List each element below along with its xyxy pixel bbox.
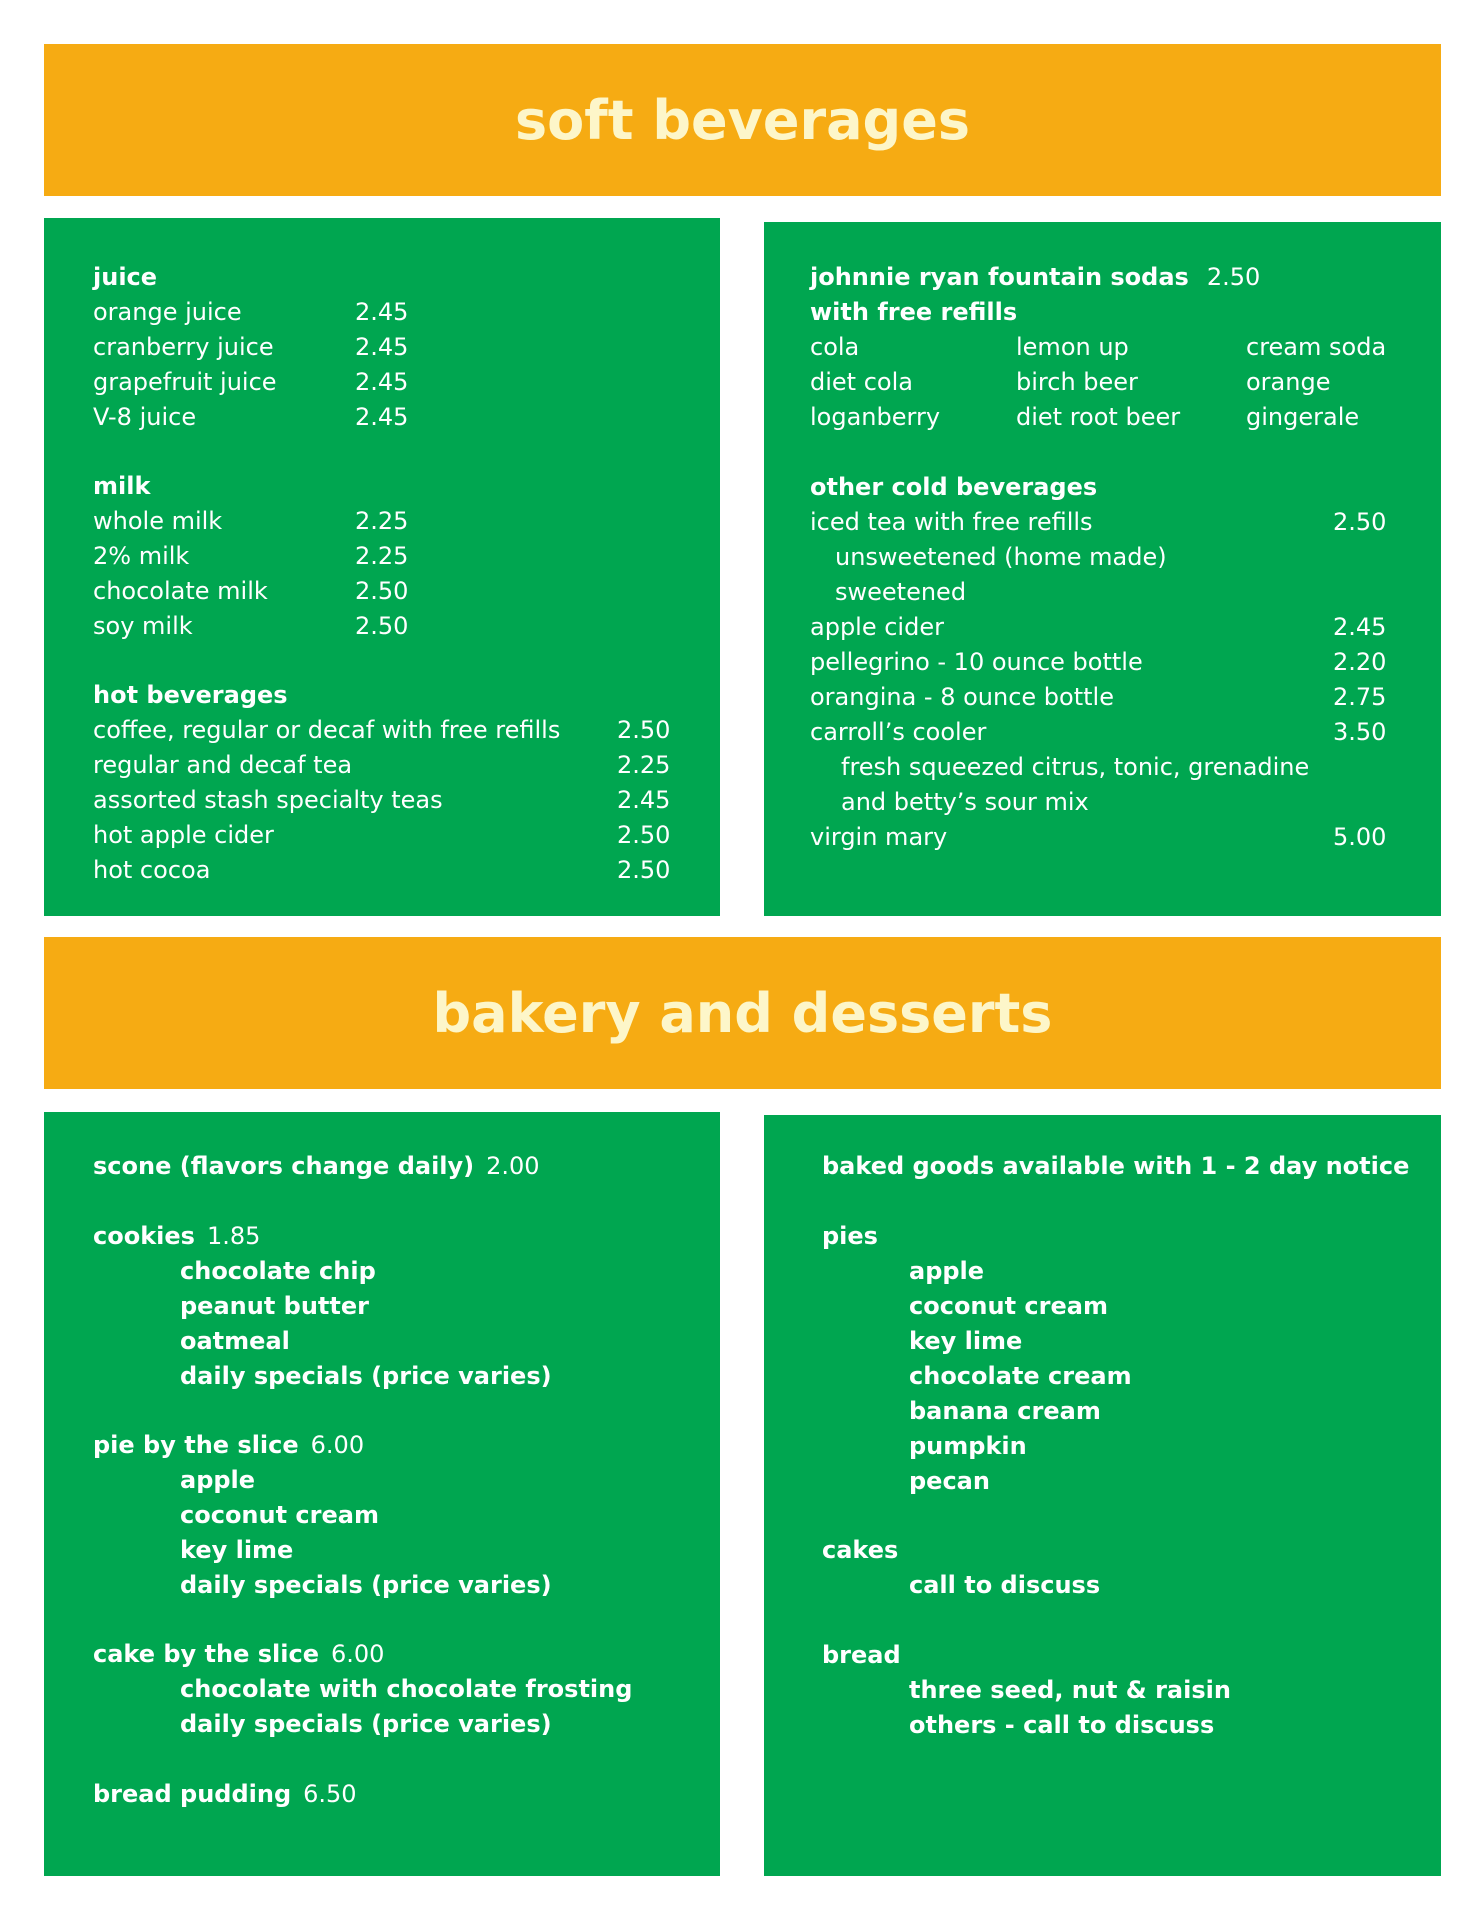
bakery-banner bbox=[44, 937, 1441, 1089]
pie-variety: banana cream bbox=[909, 1397, 1101, 1425]
soda-flavor: birch beer bbox=[1016, 368, 1138, 396]
item-price: 2.25 bbox=[617, 751, 671, 779]
bread-variety: others - call to discuss bbox=[909, 1711, 1215, 1739]
item-price: 2.45 bbox=[355, 368, 409, 396]
pie-variety: coconut cream bbox=[909, 1292, 1108, 1320]
pies-heading: pies bbox=[822, 1222, 878, 1250]
cookie-variety: oatmeal bbox=[180, 1327, 290, 1355]
item-name: cake by the slice bbox=[93, 1640, 319, 1668]
notice: baked goods available with 1 - 2 day notice bbox=[822, 1152, 1410, 1180]
item-name: iced tea with free refills bbox=[810, 508, 1093, 536]
sodas-subheading: with free refills bbox=[810, 298, 1018, 326]
soda-flavor-row bbox=[810, 400, 1360, 434]
item-price: 6.00 bbox=[330, 1640, 385, 1668]
cookie-variety: chocolate chip bbox=[180, 1257, 376, 1285]
milk-heading: milk bbox=[93, 472, 151, 500]
menu-item bbox=[810, 645, 1387, 679]
soda-flavor: diet root beer bbox=[1016, 403, 1181, 431]
bakery-right-panel bbox=[764, 1115, 1441, 1876]
soda-flavor: gingerale bbox=[1246, 403, 1360, 431]
item-name: pie by the slice bbox=[93, 1431, 299, 1459]
item-name: whole milk bbox=[93, 507, 223, 535]
pie-slice-variety: coconut cream bbox=[180, 1501, 379, 1529]
item-name: assorted stash specialty teas bbox=[93, 786, 443, 814]
bakery-right-content bbox=[822, 1149, 1432, 1859]
soda-flavor: orange bbox=[1246, 368, 1331, 396]
pie-slice-variety: daily specials (price varies) bbox=[180, 1571, 552, 1599]
menu-item bbox=[93, 818, 671, 852]
scone-line bbox=[93, 1149, 540, 1183]
menu-item bbox=[810, 610, 1387, 644]
soda-flavor: lemon up bbox=[1016, 333, 1129, 361]
cookies-line bbox=[93, 1219, 260, 1253]
soft-beverages-title: soft beverages bbox=[515, 88, 970, 152]
bakery-left-content bbox=[93, 1149, 713, 1859]
menu-item bbox=[810, 820, 1387, 854]
sodas-heading-line bbox=[810, 260, 1260, 294]
cakes-heading: cakes bbox=[822, 1536, 899, 1564]
menu-item bbox=[93, 504, 409, 538]
item-price: 1.85 bbox=[206, 1222, 261, 1250]
cakes-note: call to discuss bbox=[909, 1571, 1101, 1599]
sodas-heading: johnnie ryan fountain sodas bbox=[810, 263, 1189, 291]
pie-variety: chocolate cream bbox=[909, 1362, 1132, 1390]
item-price: 2.45 bbox=[617, 786, 671, 814]
menu-item bbox=[93, 853, 671, 887]
item-name: coffee, regular or decaf with free refills bbox=[93, 716, 561, 744]
item-price: 2.45 bbox=[1333, 613, 1387, 641]
item-name: cranberry juice bbox=[93, 333, 274, 361]
item-name: carroll’s cooler bbox=[810, 718, 987, 746]
soda-flavor-row bbox=[810, 330, 1387, 364]
cake-slice-line bbox=[93, 1637, 384, 1671]
item-name: soy milk bbox=[93, 612, 193, 640]
bread-variety: three seed, nut & raisin bbox=[909, 1676, 1231, 1704]
item-name: scone (flavors change daily) bbox=[93, 1152, 475, 1180]
cake-slice-variety: chocolate with chocolate frosting bbox=[180, 1675, 633, 1703]
item-price: 6.00 bbox=[310, 1431, 365, 1459]
soda-flavor: diet cola bbox=[810, 368, 913, 396]
menu-item bbox=[810, 715, 1387, 749]
bread-pudding-line bbox=[93, 1777, 357, 1811]
cookie-variety: daily specials (price varies) bbox=[180, 1362, 552, 1390]
menu-item bbox=[93, 539, 409, 573]
item-price: 3.50 bbox=[1333, 718, 1387, 746]
item-name: chocolate milk bbox=[93, 577, 268, 605]
item-price: 2.45 bbox=[355, 333, 409, 361]
cooler-description: and betty’s sour mix bbox=[841, 788, 1089, 816]
soft-beverages-banner bbox=[44, 44, 1441, 196]
item-name: cookies bbox=[93, 1222, 195, 1250]
sodas-price: 2.50 bbox=[1206, 263, 1261, 291]
item-name: regular and decaf tea bbox=[93, 751, 353, 779]
menu-item bbox=[93, 748, 671, 782]
bread-heading: bread bbox=[822, 1641, 901, 1669]
iced-tea-option: unsweetened (home made) bbox=[835, 543, 1167, 571]
menu-item bbox=[810, 680, 1387, 714]
item-price: 2.50 bbox=[355, 577, 409, 605]
beverages-right-panel bbox=[764, 222, 1441, 916]
menu-item bbox=[810, 505, 1387, 539]
menu-item bbox=[93, 400, 409, 434]
juice-heading: juice bbox=[93, 263, 158, 291]
hot-beverages-heading: hot beverages bbox=[93, 681, 288, 709]
item-price: 2.50 bbox=[355, 612, 409, 640]
item-price: 6.50 bbox=[303, 1780, 357, 1808]
item-price: 2.50 bbox=[617, 716, 671, 744]
item-price: 2.45 bbox=[355, 403, 409, 431]
item-name: hot cocoa bbox=[93, 856, 211, 884]
menu-item bbox=[93, 609, 409, 643]
item-name: V-8 juice bbox=[93, 403, 197, 431]
item-name: bread pudding bbox=[93, 1780, 292, 1808]
beverages-right-content bbox=[810, 260, 1430, 900]
beverages-left-panel bbox=[44, 218, 720, 916]
bakery-left-panel bbox=[44, 1112, 720, 1876]
beverages-left-content bbox=[93, 260, 713, 900]
cake-slice-variety: daily specials (price varies) bbox=[180, 1710, 552, 1738]
item-price: 2.25 bbox=[355, 507, 409, 535]
cookie-variety: peanut butter bbox=[180, 1292, 369, 1320]
item-name: apple cider bbox=[810, 613, 944, 641]
item-name: orange juice bbox=[93, 298, 242, 326]
pie-slice-line bbox=[93, 1428, 364, 1462]
bakery-title: bakery and desserts bbox=[432, 981, 1053, 1045]
soda-flavor: cream soda bbox=[1246, 333, 1387, 361]
pie-variety: pecan bbox=[909, 1467, 990, 1495]
item-name: hot apple cider bbox=[93, 821, 274, 849]
soda-flavor: loganberry bbox=[810, 403, 941, 431]
pie-variety: key lime bbox=[909, 1327, 1023, 1355]
iced-tea-option: sweetened bbox=[835, 578, 967, 606]
pie-slice-variety: apple bbox=[180, 1466, 256, 1494]
menu-item bbox=[93, 295, 409, 329]
pie-slice-variety: key lime bbox=[180, 1536, 294, 1564]
soda-flavor: cola bbox=[810, 333, 860, 361]
soda-flavor-row bbox=[810, 365, 1331, 399]
pie-variety: apple bbox=[909, 1257, 985, 1285]
item-price: 2.45 bbox=[355, 298, 409, 326]
menu-item bbox=[93, 365, 409, 399]
item-name: 2% milk bbox=[93, 542, 190, 570]
item-price: 2.20 bbox=[1333, 648, 1387, 676]
item-price: 2.50 bbox=[1333, 508, 1387, 536]
menu-item bbox=[93, 783, 671, 817]
item-name: orangina - 8 ounce bottle bbox=[810, 683, 1114, 711]
item-price: 2.50 bbox=[617, 856, 671, 884]
item-price: 2.50 bbox=[617, 821, 671, 849]
pie-variety: pumpkin bbox=[909, 1432, 1027, 1460]
item-price: 2.75 bbox=[1333, 683, 1387, 711]
cold-beverages-heading: other cold beverages bbox=[810, 473, 1098, 501]
menu-item bbox=[93, 574, 409, 608]
item-price: 2.00 bbox=[486, 1152, 540, 1180]
menu-item bbox=[93, 330, 409, 364]
item-price: 5.00 bbox=[1333, 823, 1387, 851]
cooler-description: fresh squeezed citrus, tonic, grenadine bbox=[841, 753, 1310, 781]
item-name: virgin mary bbox=[810, 823, 948, 851]
item-name: pellegrino - 10 ounce bottle bbox=[810, 648, 1143, 676]
item-name: grapefruit juice bbox=[93, 368, 277, 396]
menu-item bbox=[93, 713, 671, 747]
item-price: 2.25 bbox=[355, 542, 409, 570]
